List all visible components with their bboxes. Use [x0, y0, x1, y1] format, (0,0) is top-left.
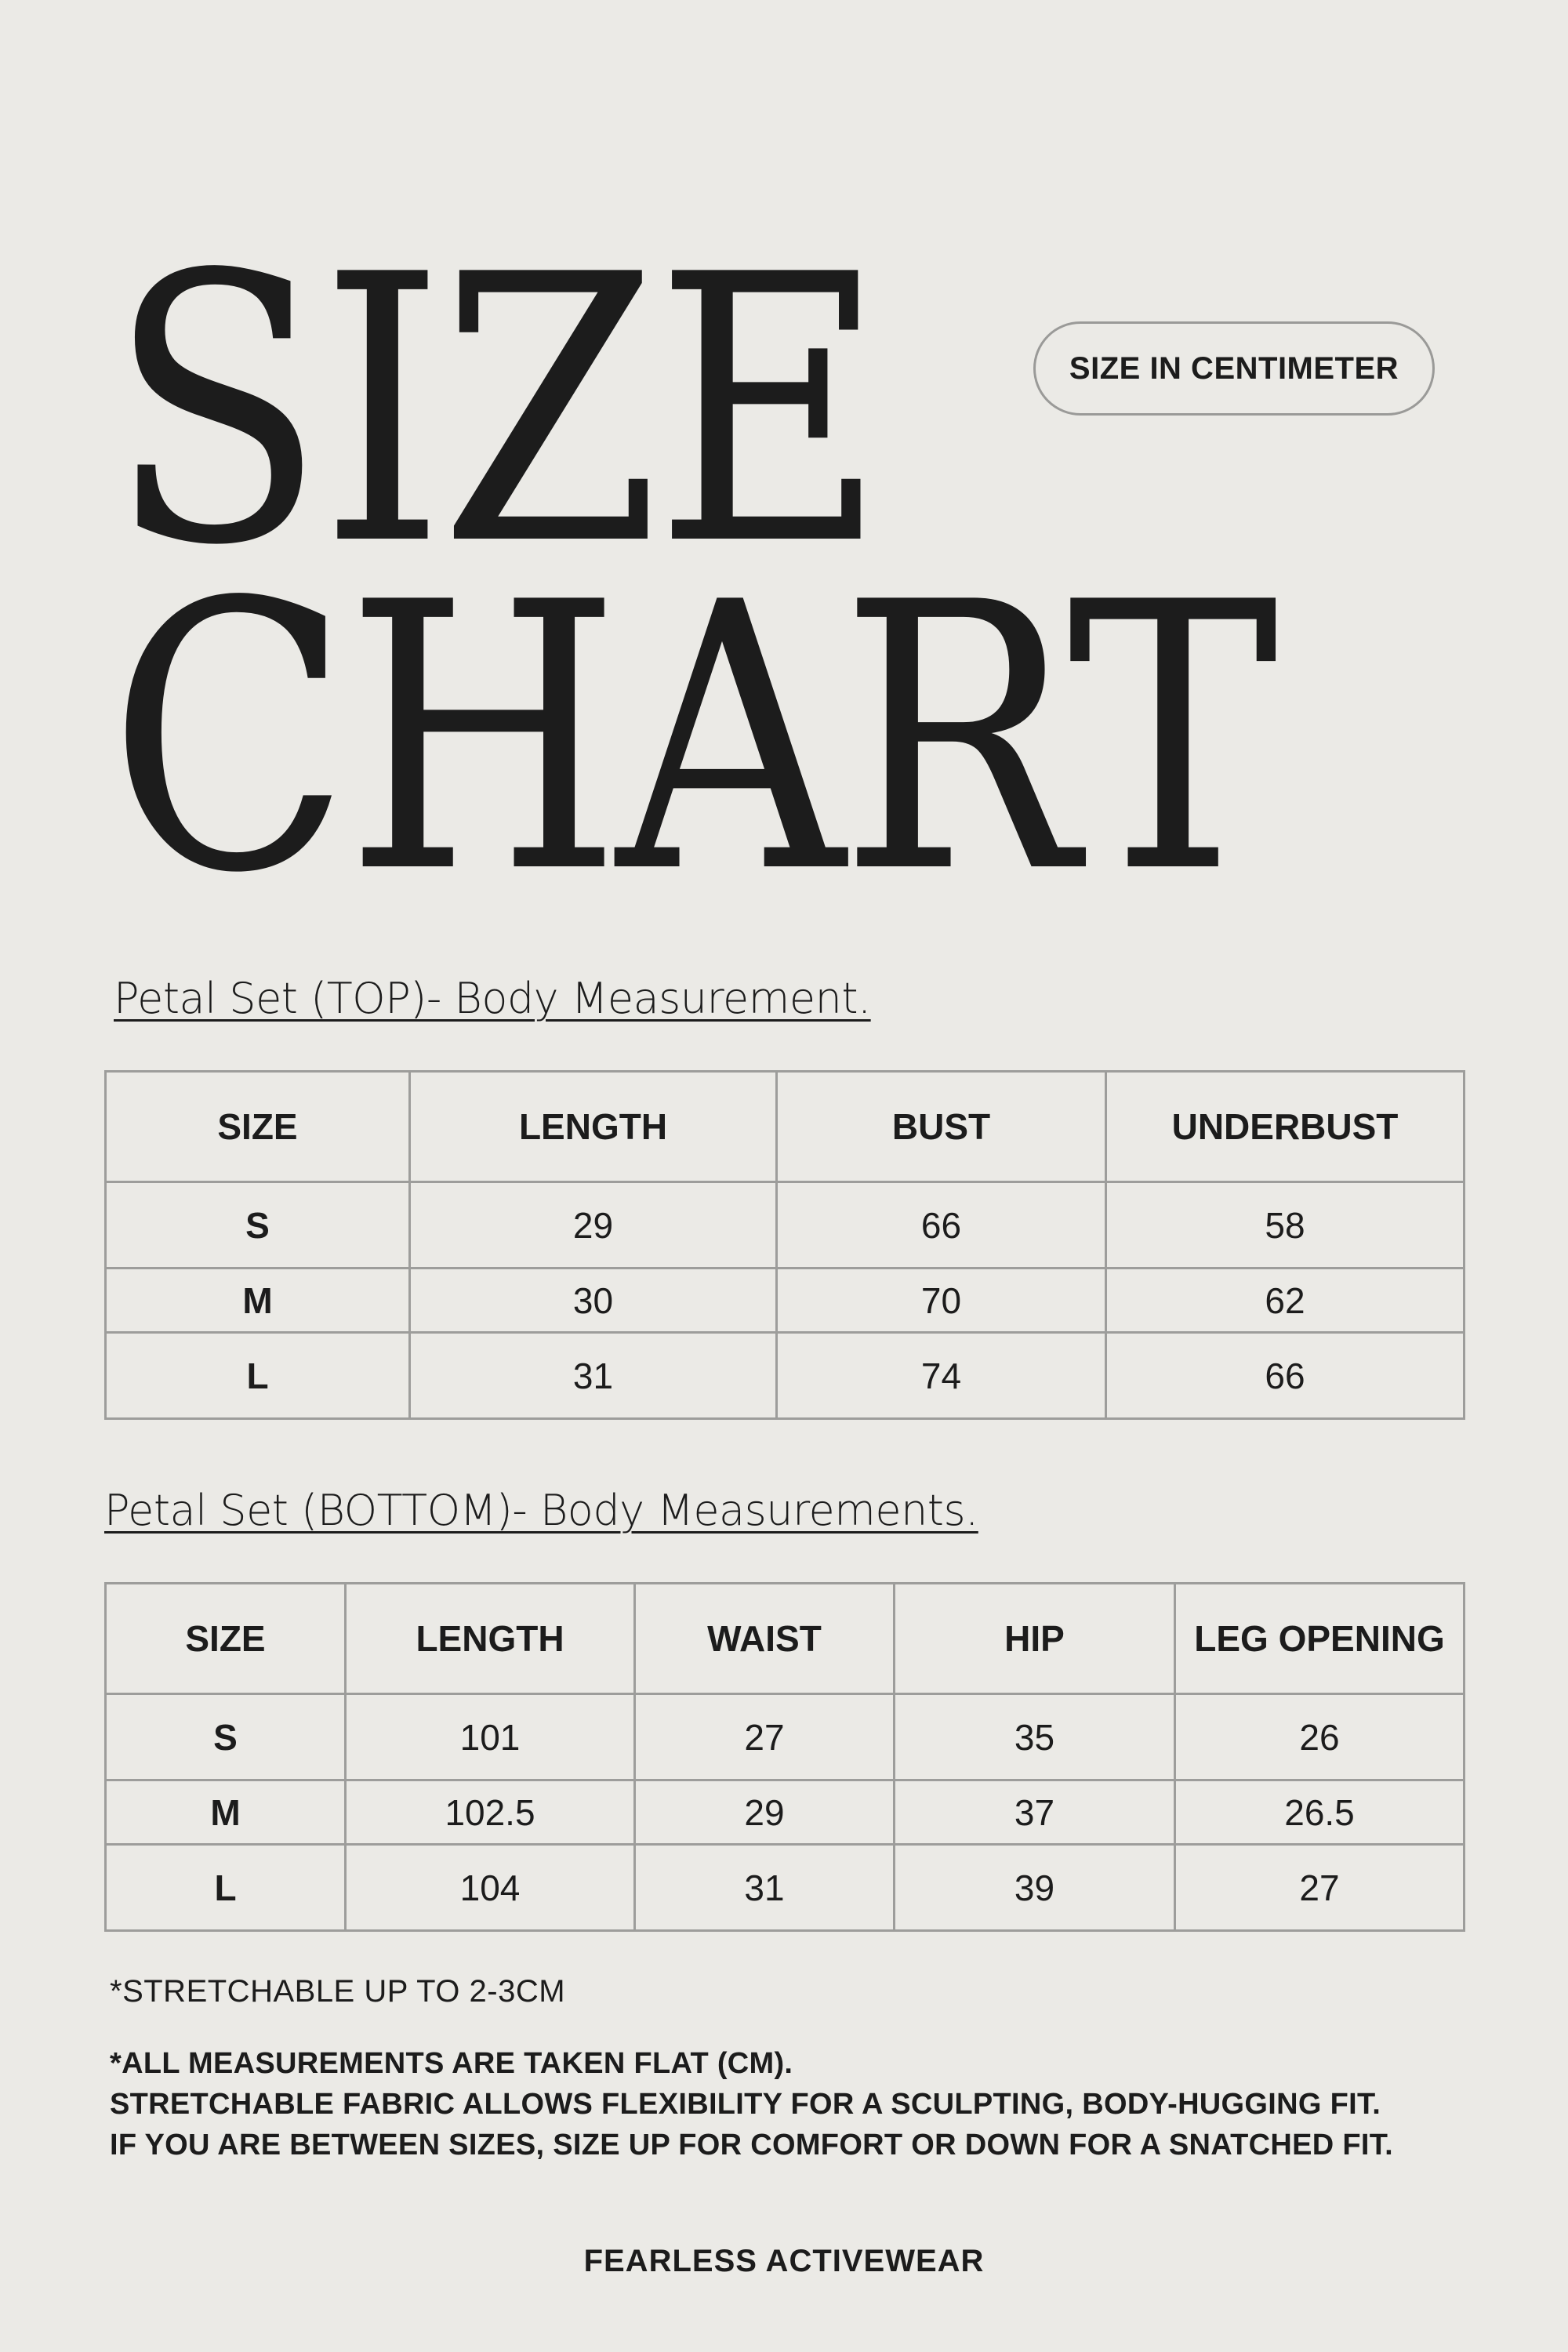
table-cell: 104 [346, 1845, 635, 1931]
bottom-size-table [104, 1582, 1465, 1932]
column-header: UNDERBUST [1106, 1072, 1465, 1182]
table-row [106, 1694, 1465, 1780]
top-size-table [104, 1070, 1465, 1420]
table-cell: 70 [777, 1269, 1106, 1333]
column-header: SIZE [106, 1072, 410, 1182]
table-cell: 74 [777, 1333, 1106, 1419]
size-cell: M [106, 1780, 346, 1845]
table-cell: 66 [1106, 1333, 1465, 1419]
table-row [106, 1845, 1465, 1931]
top-section-heading: Petal Set (TOP)- Body Measurement. [114, 974, 871, 1023]
column-header: WAIST [635, 1584, 895, 1694]
table-cell: 27 [635, 1694, 895, 1780]
table-cell: 26 [1175, 1694, 1465, 1780]
size-cell: S [106, 1182, 410, 1269]
bottom-section-heading: Petal Set (BOTTOM)- Body Measurements. [104, 1486, 978, 1535]
table-row [106, 1182, 1465, 1269]
table-cell: 31 [635, 1845, 895, 1931]
table-cell: 39 [895, 1845, 1175, 1931]
note-line: STRETCHABLE FABRIC ALLOWS FLEXIBILITY FOR A SCULPTING, BODY-HUGGING FIT. [110, 2088, 1381, 2121]
table-cell: 29 [635, 1780, 895, 1845]
table-cell: 66 [777, 1182, 1106, 1269]
page-title-line-2: CHART [108, 524, 1274, 953]
measurement-notes [110, 2043, 1393, 2165]
column-header: LENGTH [410, 1072, 777, 1182]
page-title-line-1: SIZE [108, 197, 880, 626]
size-cell: M [106, 1269, 410, 1333]
table-cell: 37 [895, 1780, 1175, 1845]
column-header: HIP [895, 1584, 1175, 1694]
note-line: *ALL MEASUREMENTS ARE TAKEN FLAT (CM). [110, 2047, 793, 2080]
unit-badge: SIZE IN CENTIMETER [1033, 321, 1435, 416]
table-cell: 58 [1106, 1182, 1465, 1269]
table-cell: 26.5 [1175, 1780, 1465, 1845]
table-row [106, 1780, 1465, 1845]
brand-footer: FEARLESS ACTIVEWEAR [583, 2244, 985, 2278]
size-cell: L [106, 1333, 410, 1419]
table-cell: 35 [895, 1694, 1175, 1780]
table-header-row [106, 1072, 1465, 1182]
note-line: IF YOU ARE BETWEEN SIZES, SIZE UP FOR COMFORT OR DOWN FOR A SNATCHED FIT. [110, 2129, 1393, 2161]
table-cell: 102.5 [346, 1780, 635, 1845]
stretch-note: *STRETCHABLE UP TO 2-3CM [110, 1974, 566, 2009]
column-header: SIZE [106, 1584, 346, 1694]
table-header-row [106, 1584, 1465, 1694]
column-header: BUST [777, 1072, 1106, 1182]
table-row [106, 1269, 1465, 1333]
table-cell: 101 [346, 1694, 635, 1780]
table-row [106, 1333, 1465, 1419]
table-cell: 27 [1175, 1845, 1465, 1931]
table-cell: 62 [1106, 1269, 1465, 1333]
table-cell: 30 [410, 1269, 777, 1333]
table-cell: 31 [410, 1333, 777, 1419]
column-header: LEG OPENING [1175, 1584, 1465, 1694]
size-cell: L [106, 1845, 346, 1931]
size-cell: S [106, 1694, 346, 1780]
table-cell: 29 [410, 1182, 777, 1269]
column-header: LENGTH [346, 1584, 635, 1694]
